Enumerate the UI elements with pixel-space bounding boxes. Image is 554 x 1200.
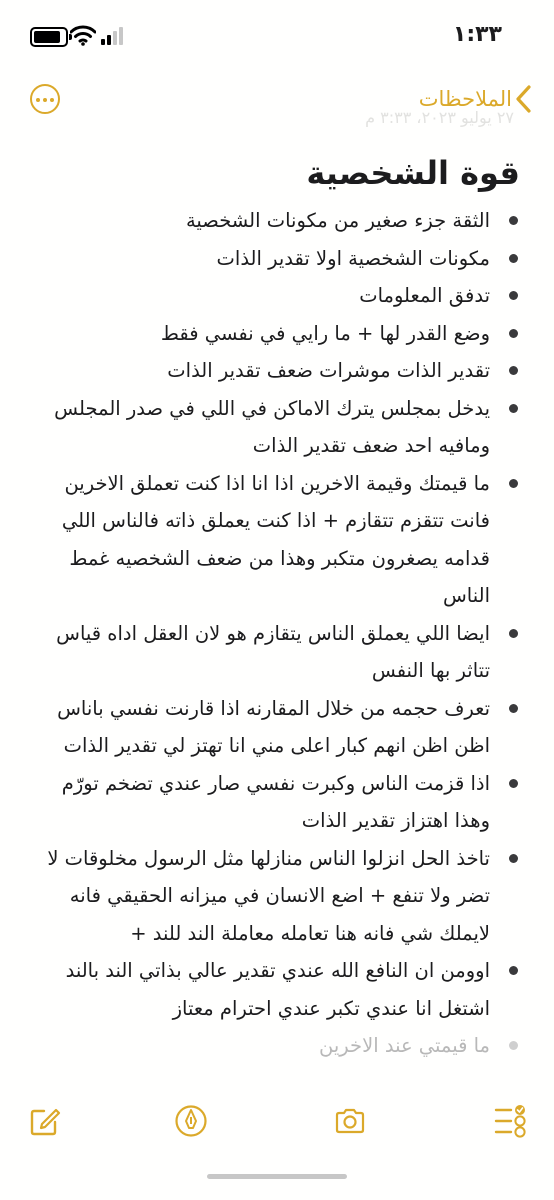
bullet-dot-icon — [509, 254, 518, 263]
bullet-dot-icon — [509, 629, 518, 638]
note-body[interactable] — [32, 138, 532, 1065]
bullet-text: ما قيمتك وقيمة الاخرين اذا انا اذا كنت تعملق الاخرين فانت تتقزم تتقازم + اذا كنت يعملق ذاته فالناس اللي قدامه يصغرون متكبر وهذا من ضعف الشخصيه غمط الناس — [61, 471, 490, 607]
cellular-signal-icon — [101, 27, 127, 45]
bullet-dot-icon — [509, 966, 518, 975]
note-title: قوة الشخصية — [306, 154, 520, 192]
bullet-item — [32, 390, 532, 465]
checklist-icon[interactable] — [494, 1104, 528, 1138]
battery-icon — [30, 27, 68, 47]
bullet-text: ما قيمتي عند الاخرين — [319, 1034, 490, 1057]
bullet-dot-icon — [509, 1041, 518, 1050]
back-button-label: الملاحظات — [418, 87, 512, 111]
bullet-text: تاخذ الحل انزلوا الناس منازلها مثل الرسول مخلوقات لا تضر ولا تنفع + اضع الانسان في ميزانه الحقيقي فانه لايملك شي فانه هنا تعامله معاملة الند للند + — [47, 846, 490, 945]
bullet-text: تقدير الذات موشرات ضعف تقدير الذات — [167, 359, 490, 382]
bullet-text: اذا قزمت الناس وكبرت نفسي صار عندي تضخم تورّم وهذا اهتزاز تقدير الذات — [61, 771, 490, 832]
bullet-item — [32, 840, 532, 953]
bullet-text: اوومن ان النافع الله عندي تقدير عالي بذاتي الند بالند اشتغل انا عندي تكبر عندي احترام معتاز — [65, 959, 490, 1020]
markup-pen-icon[interactable] — [174, 1104, 208, 1138]
bullet-text: ايضا اللي يعملق الناس يتقازم هو لان العقل اداه قياس تتاثر بها النفس — [56, 621, 490, 682]
more-options-button[interactable] — [30, 84, 60, 114]
bullet-dot-icon — [509, 479, 518, 488]
bullet-dot-icon — [509, 291, 518, 300]
bullet-text: مكونات الشخصية اولا تقدير الذات — [216, 246, 490, 270]
bullet-item — [32, 615, 532, 690]
bullet-dot-icon — [509, 366, 518, 375]
bullet-item — [32, 277, 532, 315]
bullet-item — [32, 315, 532, 353]
chevron-left-icon — [512, 82, 538, 116]
bullet-item — [32, 202, 532, 240]
home-indicator — [207, 1174, 347, 1179]
bullet-list — [32, 202, 532, 1065]
bullet-item — [32, 465, 532, 615]
bullet-item — [32, 240, 532, 278]
status-time: ١:٣٣ — [452, 22, 502, 47]
bullet-text: تعرف حجمه من خلال المقارنه اذا قارنت نفسي باناس اظن اظن انهم كبار اعلى مني انا تهتز لي تقدير الذات — [57, 696, 490, 757]
note-date: ٢٧ يوليو ٢٠٢٣، ٣:٣٣ م — [365, 108, 514, 127]
wifi-icon — [70, 24, 96, 46]
bullet-item — [32, 1027, 532, 1065]
bullet-item — [32, 690, 532, 765]
bullet-text: الثقة جزء صغير من مكونات الشخصية — [185, 209, 490, 232]
bullet-dot-icon — [509, 854, 518, 863]
bullet-text: يدخل بمجلس يترك الاماكن في اللي في صدر المجلس ومافيه احد ضعف تقدير الذات — [54, 396, 490, 457]
bullet-dot-icon — [509, 704, 518, 713]
bullet-dot-icon — [509, 329, 518, 338]
bullet-text: وضع القدر لها + ما رايي في نفسي فقط — [160, 321, 490, 345]
bottom-toolbar — [0, 1090, 554, 1200]
bullet-item — [32, 765, 532, 840]
status-bar — [0, 0, 554, 70]
bullet-dot-icon — [509, 216, 518, 225]
bullet-item — [32, 352, 532, 390]
bullet-text: تدفق المعلومات — [359, 284, 490, 307]
bullet-item — [32, 952, 532, 1027]
camera-icon[interactable] — [333, 1104, 367, 1138]
compose-icon[interactable] — [28, 1104, 62, 1138]
bullet-dot-icon — [509, 404, 518, 413]
bullet-dot-icon — [509, 779, 518, 788]
